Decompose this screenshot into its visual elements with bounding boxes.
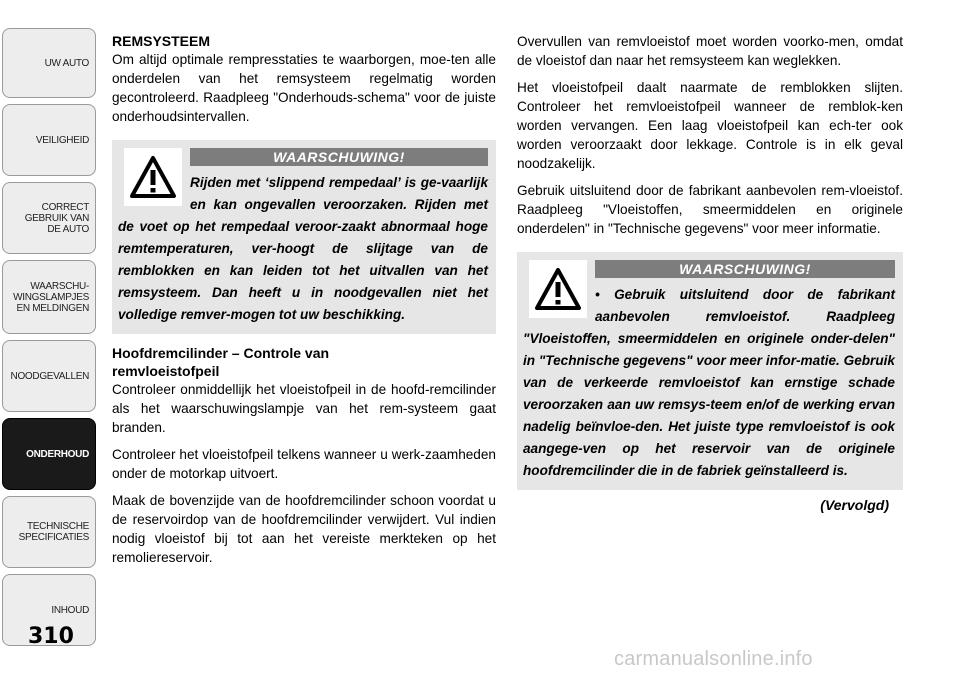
subheading-line-2: remvloeistofpeil: [112, 363, 220, 379]
paragraph: Controleer onmiddellijk het vloeistofpeil in de hoofd-remcilinder als het waarschuwingslampje van het rem-systeem gaat branden.: [112, 382, 496, 435]
warning-box-left: [112, 140, 496, 334]
warning-triangle-icon: [124, 148, 182, 206]
paragraph: Gebruik uitsluitend door de fabrikant aanbevolen rem-vloeistof. Raadpleeg "Vloeistoffen, smeermiddelen en originele onderdelen" in "Technische gegevens" voor meer informatie.: [517, 183, 903, 236]
page-number: 310: [28, 624, 74, 649]
warning-text: Rijden met ‘slippend rempedaal’ is ge-vaarlijk en kan ongevallen veroorzaken. Rijden met de voet op het rempedaal veroor-zaakt abnormaal hoge remtemperaturen, ver-hoogt de slijtage van de remblokken en kan leiden tot het uitvallen van het remsysteem. Dan heeft u in noodgevallen niet het volledige remver-mogen tot uw beschikking.: [118, 175, 488, 322]
right-column: [517, 32, 903, 515]
tab-waarschuwingslampjes[interactable]: WAARSCHU- WINGSLAMPJES EN MELDINGEN: [2, 260, 96, 334]
paragraph: Overvullen van remvloeistof moet worden voorko-men, omdat de vloeistof dan naar het remsysteem kan weglekken.: [517, 34, 903, 68]
watermark: carmanualsonline.info: [614, 648, 813, 670]
paragraph: Maak de bovenzijde van de hoofdremcilinder schoon voordat u de reservoirdop van de hoofdremcilinder verwijdert. Vul indien nodig vloeistof bij tot aan het vereiste merkteken op het remoliereservoir.: [112, 493, 496, 565]
tab-technische-specificaties[interactable]: TECHNISCHE SPECIFICATIES: [2, 496, 96, 568]
paragraph: Het vloeistofpeil daalt naarmate de remblokken slijten. Controleer het remvloeistofpeil wanneer de remblok-ken worden vervangen. Een laag vloeistofpeil kan ech-ter ook worden veroorzaakt door lekkage. Controle is in elk geval noodzakelijk.: [517, 80, 903, 171]
continued-label: (Vervolgd): [820, 497, 889, 513]
paragraph: Controleer het vloeistofpeil telkens wanneer u werk-zaamheden onder de motorkap uitvoert.: [112, 447, 496, 481]
warning-text: • Gebruik uitsluitend door de fabrikant aanbevolen remvloeistof. Raadpleeg "Vloeistoffen, smeermiddelen en originele onder-delen" in "Technische gegevens" voor meer infor-matie. Gebruik van de verkeerde remvloeistof kan ernstige schade veroorzaken aan uw remsys-teem en/of de werking ervan nadelig beïnvloe-den. Het juiste type remvloeistof is ook aangege-ven op het reservoir van de originele hoofdremcilinder die in de fabriek geïnstalleerd is.: [523, 287, 895, 478]
tab-onderhoud[interactable]: ONDERHOUD: [2, 418, 96, 490]
tab-noodgevallen[interactable]: NOODGEVALLEN: [2, 340, 96, 412]
tab-veiligheid[interactable]: VEILIGHEID: [2, 104, 96, 176]
warning-title: WAARSCHUWING!: [595, 260, 895, 278]
section-heading: REMSYSTEEM: [112, 33, 211, 49]
tab-uw-auto[interactable]: UW AUTO: [2, 28, 96, 98]
intro-paragraph: Om altijd optimale rempresstaties te waarborgen, moe-ten alle onderdelen van het remsysteem regelmatig worden gecontroleerd. Raadpleeg "Onderhouds-schema" voor de juiste onderhoudsintervallen.: [112, 52, 496, 124]
tab-inhoud[interactable]: INHOUD: [2, 574, 96, 646]
warning-title: WAARSCHUWING!: [190, 148, 488, 166]
left-column: [112, 32, 496, 575]
warning-triangle-icon: [529, 260, 587, 318]
subheading-line-1: Hoofdremcilinder – Controle van: [112, 345, 330, 361]
warning-box-right: [517, 252, 903, 490]
tab-correct-gebruik[interactable]: CORRECT GEBRUIK VAN DE AUTO: [2, 182, 96, 254]
